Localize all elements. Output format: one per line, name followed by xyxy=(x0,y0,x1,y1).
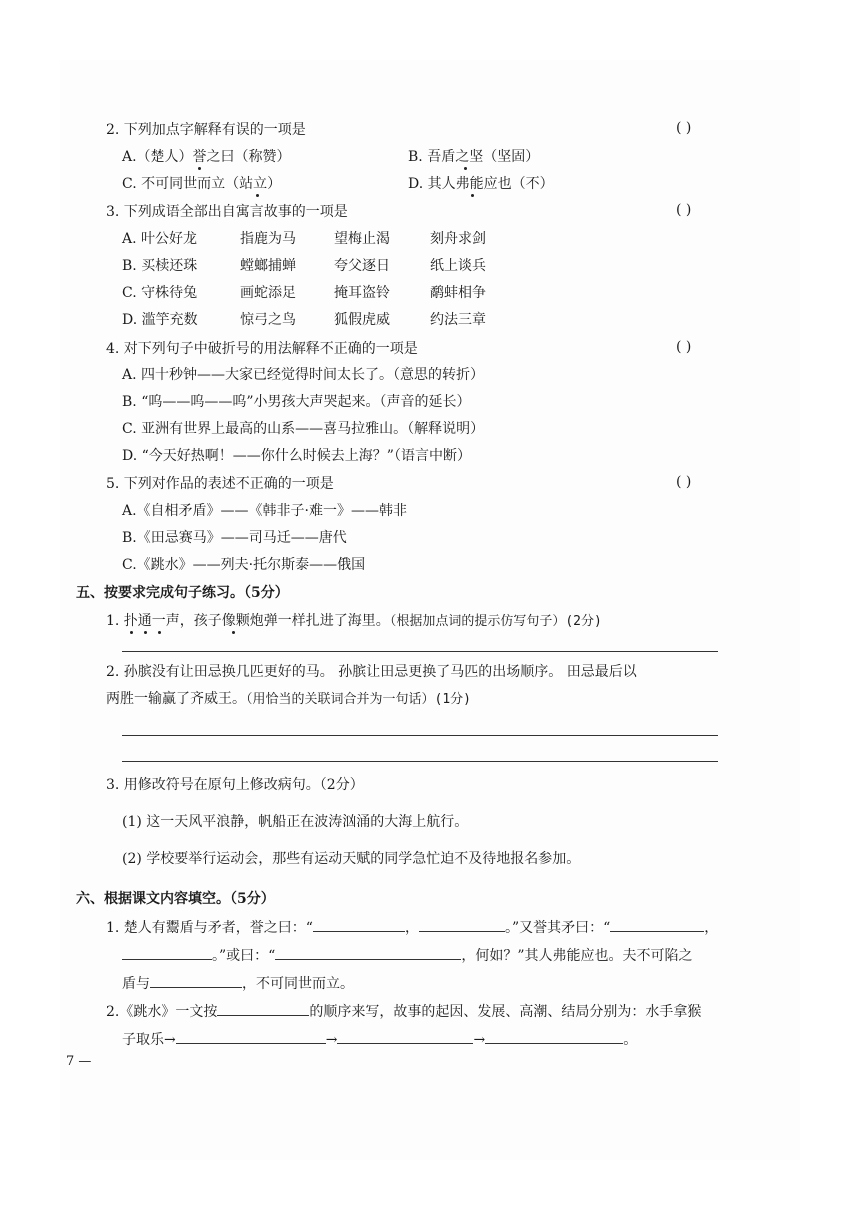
fill-blank[interactable] xyxy=(217,1001,309,1016)
q3-row-b-idiom-1: B. 买椟还珠 xyxy=(122,258,198,274)
q3-row-a-idiom-1: A. 叶公好龙 xyxy=(122,231,198,247)
q3-row-c-idiom-1: C. 守株待兔 xyxy=(122,285,198,301)
emphasis-dot xyxy=(471,194,474,197)
s6-q2-arrow-1: → xyxy=(325,1032,338,1048)
s6-q2-text-b: 的顺序来写，故事的起因、发展、高潮、结局分别为：水手拿猴 xyxy=(309,1004,702,1020)
emphasis-dot xyxy=(144,631,147,634)
s5-q3-sentence-1: (1) 这一天风平浪静，帆船正在波涛汹涌的大海上航行。 xyxy=(122,814,469,830)
fill-blank[interactable] xyxy=(610,917,704,932)
q2-option-b: B. 吾盾之坚（坚固） xyxy=(408,149,540,165)
s6-q2-line1 xyxy=(106,1001,701,1022)
s6-q2-arrow-2: → xyxy=(473,1032,486,1048)
q4-option-c: C. 亚洲有世界上最高的山系——喜马拉雅山。（解释说明） xyxy=(122,421,485,437)
s6-q2-text-a: 2.《跳水》一文按 xyxy=(106,1004,218,1020)
q2-option-a: A.（楚人）誉之曰（称赞） xyxy=(122,149,291,165)
q2-stem: 2. 下列加点字解释有误的一项是 xyxy=(106,122,306,138)
s6-q1-text-g: 盾与 xyxy=(122,976,150,992)
q3-row-a-idiom-4: 刻舟求剑 xyxy=(430,231,486,247)
q3-row-a-idiom-2: 指鹿为马 xyxy=(240,231,296,247)
q5-option-b: B.《田忌赛马》——司马迁——唐代 xyxy=(122,530,347,546)
q3-answer-paren: ( ) xyxy=(676,202,692,218)
answer-line[interactable] xyxy=(122,735,718,736)
q3-row-b-idiom-4: 纸上谈兵 xyxy=(430,258,486,274)
fill-blank[interactable] xyxy=(337,1029,473,1044)
fill-blank[interactable] xyxy=(313,917,405,932)
fill-blank[interactable] xyxy=(176,1029,326,1044)
fill-blank[interactable] xyxy=(150,973,242,988)
q5-stem: 5. 下列对作品的表述不正确的一项是 xyxy=(106,476,334,492)
q3-row-d-idiom-3: 狐假虎威 xyxy=(334,312,390,328)
q3-row-d-idiom-4: 约法三章 xyxy=(430,312,486,328)
q3-row-d-idiom-2: 惊弓之鸟 xyxy=(240,312,296,328)
q4-option-a: A. 四十秒钟——大家已经觉得时间太长了。（意思的转折） xyxy=(122,367,485,383)
answer-line[interactable] xyxy=(122,651,718,652)
q2-option-d: D. 其人弗能应也（不） xyxy=(408,176,554,192)
s6-q1-text-c: 。”又誉其矛曰：“ xyxy=(504,920,611,936)
q2-answer-paren: ( ) xyxy=(676,120,692,136)
emphasis-dot xyxy=(130,631,133,634)
emphasis-dot xyxy=(256,194,259,197)
emphasis-dot xyxy=(464,167,467,170)
fill-blank[interactable] xyxy=(419,917,505,932)
emphasis-dot xyxy=(158,631,161,634)
s5-q3-stem: 3. 用修改符号在原句上修改病句。（2分） xyxy=(106,777,364,793)
worksheet-page xyxy=(60,60,800,1160)
q3-stem: 3. 下列成语全部出自寓言故事的一项是 xyxy=(106,204,348,220)
q3-row-c-idiom-2: 画蛇添足 xyxy=(240,285,296,301)
s6-q1-line1 xyxy=(106,917,718,938)
s5-q3-sentence-2: (2) 学校要举行运动会，那些有运动天赋的同学急忙迫不及待地报名参加。 xyxy=(122,851,581,867)
s6-q1-text-a: 1. 楚人有鬻盾与矛者，誉之曰：“ xyxy=(106,920,313,936)
q5-option-c: C.《跳水》——列夫·托尔斯泰——俄国 xyxy=(122,557,366,573)
s6-q1-text-d: ， xyxy=(704,920,719,936)
s6-q1-text-f: ，何如？”其人弗能应也。夫不可陷之 xyxy=(461,948,693,964)
s6-q1-text-h: ，不可同世而立。 xyxy=(242,976,354,992)
q4-option-d: D. “今天好热啊！——你什么时候去上海？”（语言中断） xyxy=(122,448,471,464)
q4-stem: 4. 对下列句子中破折号的用法解释不正确的一项是 xyxy=(106,341,418,357)
q5-answer-paren: ( ) xyxy=(676,474,692,490)
q3-row-c-idiom-3: 掩耳盗铃 xyxy=(334,285,390,301)
q4-option-b: B. “呜——呜——呜”小男孩大声哭起来。（声音的延长） xyxy=(122,394,471,410)
q5-option-a: A.《自相矛盾》——《韩非子·难一》——韩非 xyxy=(122,503,408,519)
s6-q2-line2 xyxy=(122,1029,637,1050)
s6-q1-line2 xyxy=(122,945,692,966)
s5-q1 xyxy=(106,611,602,632)
s5-q2-sentence-end: 两胜一输赢了齐威王。 xyxy=(106,691,246,707)
s6-q1-text-b: ， xyxy=(404,920,419,936)
s6-q1-line3 xyxy=(122,973,354,994)
emphasis-dot xyxy=(232,631,235,634)
fill-blank[interactable] xyxy=(122,945,212,960)
s6-q2-text-f: 。 xyxy=(623,1032,638,1048)
section-6-title: 六、根据课文内容填空。（5分） xyxy=(76,891,275,907)
s6-q2-text-c: 子取乐→ xyxy=(122,1032,176,1048)
page-number: 7 — xyxy=(66,1054,92,1069)
s5-q1-hint: （根据加点词的提示仿写句子）(2分) xyxy=(389,614,602,629)
answer-line[interactable] xyxy=(122,761,718,762)
emphasis-dot xyxy=(198,167,201,170)
s6-q1-text-e: 。”或曰：“ xyxy=(212,948,276,964)
q4-answer-paren: ( ) xyxy=(676,339,692,355)
fill-blank[interactable] xyxy=(485,1029,623,1044)
q3-row-b-idiom-2: 螳螂捕蝉 xyxy=(240,258,296,274)
q2-option-c: C. 不可同世而立（站立） xyxy=(122,176,282,192)
fill-blank[interactable] xyxy=(275,945,461,960)
section-5-title: 五、按要求完成句子练习。（5分） xyxy=(76,585,289,601)
q3-row-c-idiom-4: 鹬蚌相争 xyxy=(430,285,486,301)
s5-q2-line1: 2. 孙膑没有让田忌换几匹更好的马。 孙膑让田忌更换了马匹的出场顺序。 田忌最后以 xyxy=(106,664,637,680)
q3-row-b-idiom-3: 夸父逐日 xyxy=(334,258,390,274)
q3-row-a-idiom-3: 望梅止渴 xyxy=(334,231,390,247)
q3-row-d-idiom-1: D. 滥竽充数 xyxy=(122,312,198,328)
s5-q2-hint: （用恰当的关联词合并为一句话）(1分) xyxy=(246,692,471,707)
s5-q2-line2 xyxy=(106,689,471,710)
s5-q1-sentence: 1. 扑通一声，孩子像颗炮弹一样扎进了海里。 xyxy=(106,613,390,629)
